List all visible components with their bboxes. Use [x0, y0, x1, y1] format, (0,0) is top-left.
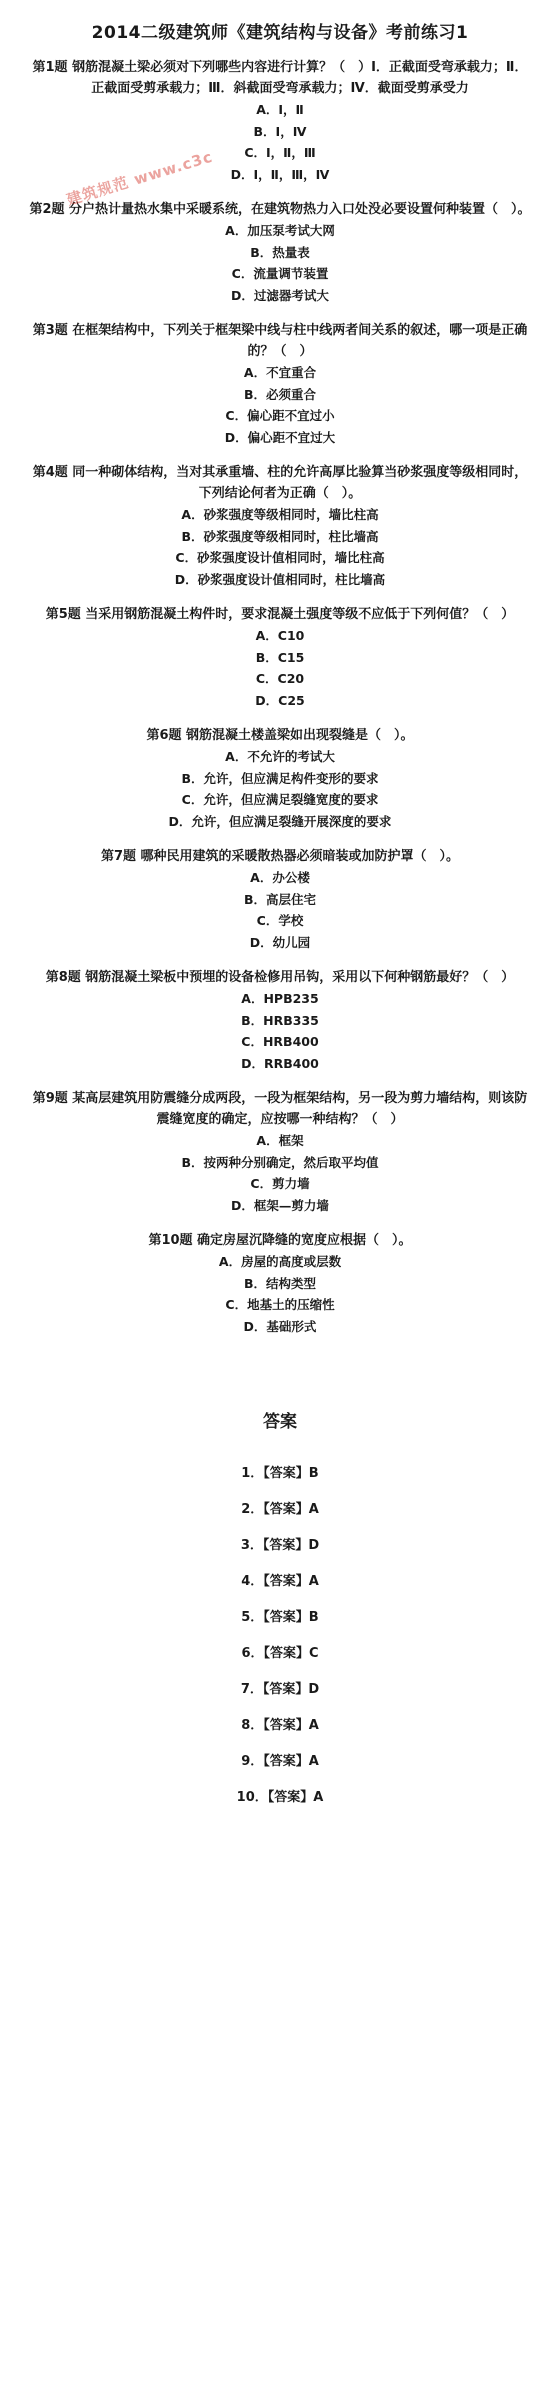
option-c: C．偏心距不宜过小 [225, 408, 335, 423]
option-c: C．地基土的压缩性 [225, 1297, 335, 1312]
question-stem: 第1题 钢筋混凝土梁必须对下列哪些内容进行计算？（ ）Ⅰ．正截面受弯承载力；Ⅱ．正截面受剪承载力；Ⅲ．斜截面受弯承载力；Ⅳ．截面受剪承受力 [32, 60, 528, 96]
answers-heading: 答案 [263, 1412, 297, 1432]
question-stem: 第5题 当采用钢筋混凝土构件时，要求混凝土强度等级不应低于下列何值？（ ） [45, 607, 515, 622]
option-c: C．C20 [255, 671, 305, 686]
option-b: B．允许，但应满足构件变形的要求 [181, 770, 379, 786]
option-b: B．砂浆强度等级相同时，柱比墙高 [181, 528, 379, 544]
option-c: C．Ⅰ，Ⅱ，Ⅲ [244, 145, 316, 160]
option-b: B．C15 [255, 649, 305, 665]
question-list [18, 57, 542, 1337]
option-c: C．HRB400 [241, 1034, 319, 1049]
option-c: C．流量调节装置 [231, 266, 329, 281]
option-a: A．房屋的高度或层数 [218, 1254, 342, 1269]
option-b: B．高层住宅 [243, 891, 317, 907]
question-stem: 第3题 在框架结构中，下列关于框架梁中线与柱中线两者间关系的叙述，哪一项是正确的？（ ） [32, 323, 528, 359]
option-b: B．Ⅰ，Ⅳ [253, 123, 307, 139]
option-a: A．不允许的考试大 [225, 749, 335, 764]
option-b: B．结构类型 [243, 1275, 317, 1291]
document-title: 2014二级建筑师《建筑结构与设备》考前练习1 [91, 23, 469, 43]
question-5 [18, 604, 542, 711]
answer-item: 8．【答案】A [241, 1718, 319, 1733]
question-8 [18, 967, 542, 1074]
answer-item: 9．【答案】A [241, 1754, 319, 1769]
question-7 [18, 846, 542, 953]
option-a: A．办公楼 [250, 870, 310, 885]
answer-list [18, 1456, 542, 1816]
question-6 [18, 725, 542, 832]
question-9 [18, 1088, 542, 1216]
option-d: D．偏心距不宜过大 [224, 429, 336, 445]
option-a: A．框架 [256, 1133, 304, 1148]
option-a: A．HPB235 [241, 991, 319, 1006]
option-a: A．C10 [255, 628, 305, 643]
option-b: B．按两种分别确定，然后取平均值 [181, 1154, 379, 1170]
answer-item: 7．【答案】D [240, 1682, 320, 1697]
answer-item: 3．【答案】D [240, 1538, 320, 1553]
question-3 [18, 320, 542, 448]
option-d: D．基础形式 [243, 1318, 317, 1334]
question-stem: 第4题 同一种砌体结构，当对其承重墙、柱的允许高厚比验算当砂浆强度等级相同时，下列结论何者为正确（ ）。 [32, 465, 528, 501]
question-4 [18, 462, 542, 590]
option-c: C．学校 [256, 913, 304, 928]
option-b: B．热量表 [250, 244, 310, 260]
option-d: D．C25 [255, 692, 305, 708]
watermark-text: 建筑规范 www.c3c [64, 147, 215, 210]
question-10 [18, 1230, 542, 1337]
question-stem: 第10题 确定房屋沉降缝的宽度应根据（ ）。 [148, 1233, 412, 1248]
question-stem: 第9题 某高层建筑用防震缝分成两段，一段为框架结构，另一段为剪力墙结构，则该防震缝宽度的确定，应按哪一种结构？（ ） [32, 1091, 528, 1127]
question-stem: 第7题 哪种民用建筑的采暖散热器必须暗装或加防护罩（ ）。 [100, 849, 460, 864]
option-a: A．加压泵考试大网 [225, 223, 335, 238]
answer-item: 6．【答案】C [241, 1646, 319, 1661]
option-d: D．Ⅰ，Ⅱ，Ⅲ，Ⅳ [230, 166, 330, 182]
option-d: D．幼儿园 [249, 934, 311, 950]
answer-item: 10．【答案】A [236, 1790, 324, 1805]
answer-item: 5．【答案】B [241, 1610, 319, 1625]
question-stem: 第2题 分户热计量热水集中采暖系统，在建筑物热力入口处没必要设置何种装置（ ）。 [29, 202, 531, 217]
option-b: B．HRB335 [241, 1012, 319, 1028]
question-1 [18, 57, 542, 185]
option-a: A．Ⅰ，Ⅱ [256, 102, 304, 117]
answer-item: 1．【答案】B [241, 1466, 319, 1481]
option-d: D．框架—剪力墙 [231, 1197, 329, 1213]
question-stem: 第6题 钢筋混凝土楼盖梁如出现裂缝是（ ）。 [146, 728, 414, 743]
option-c: C．剪力墙 [250, 1176, 310, 1191]
option-a: A．砂浆强度等级相同时，墙比柱高 [181, 507, 379, 522]
question-2 [18, 199, 542, 306]
option-d: D．砂浆强度设计值相同时，柱比墙高 [174, 571, 386, 587]
option-d: D．RRB400 [241, 1055, 319, 1071]
option-a: A．不宜重合 [243, 365, 317, 380]
option-d: D．过滤器考试大 [231, 287, 329, 303]
answer-item: 4．【答案】A [241, 1574, 319, 1589]
option-d: D．允许，但应满足裂缝开展深度的要求 [168, 813, 392, 829]
option-c: C．允许，但应满足裂缝宽度的要求 [181, 792, 379, 807]
question-stem: 第8题 钢筋混凝土梁板中预埋的设备检修用吊钩，采用以下何种钢筋最好？（ ） [45, 970, 515, 985]
option-c: C．砂浆强度设计值相同时，墙比柱高 [175, 550, 385, 565]
answer-item: 2．【答案】A [241, 1502, 319, 1517]
option-b: B．必须重合 [243, 386, 317, 402]
